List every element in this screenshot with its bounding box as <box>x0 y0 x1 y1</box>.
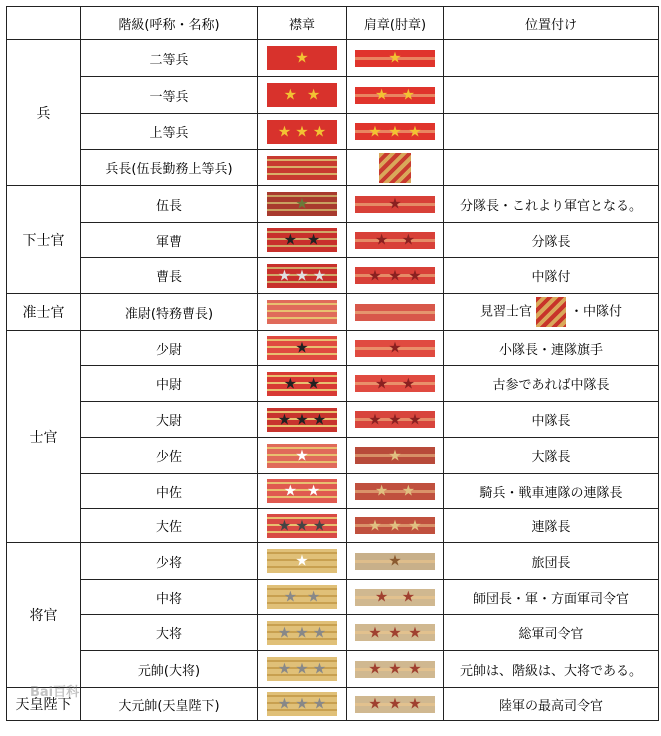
table-row <box>7 615 659 651</box>
collar-insignia-3 <box>267 156 337 180</box>
star-icon: ★ <box>295 410 309 428</box>
category-emperor: 天皇陛下 <box>7 688 81 721</box>
shoulder-cell <box>347 294 444 331</box>
star-icon: ★ <box>295 338 309 357</box>
table-row <box>7 150 659 186</box>
role-cell: 陸軍の最高司令官 <box>444 688 659 721</box>
star-icon: ★ <box>368 659 382 678</box>
rank-name: 中将 <box>81 580 258 615</box>
header-rank: 階級(呼称・名称) <box>81 7 258 40</box>
shoulder-cell <box>347 543 444 580</box>
table-row <box>7 438 659 474</box>
table-row <box>7 509 659 543</box>
collar-cell <box>258 580 347 615</box>
star-icon: ★ <box>408 410 422 428</box>
shoulder-cell <box>347 688 444 721</box>
star-icon: ★ <box>283 374 298 392</box>
role-cell: 中隊長 <box>444 402 659 438</box>
star-icon: ★ <box>306 587 321 606</box>
role-cell: 古参であれば中隊長 <box>444 366 659 402</box>
star-icon: ★ <box>295 446 309 464</box>
star-icon: ★ <box>277 659 292 678</box>
shoulder-cell <box>347 186 444 223</box>
collar-insignia-13 <box>267 514 337 538</box>
table-row <box>7 366 659 402</box>
shoulder-cell <box>347 258 444 294</box>
collar-cell <box>258 186 347 223</box>
collar-insignia-16 <box>267 621 337 645</box>
star-icon: ★ <box>401 374 416 392</box>
collar-insignia-10 <box>267 408 337 432</box>
star-icon: ★ <box>283 85 298 104</box>
rank-name: 少佐 <box>81 438 258 474</box>
role-cell: 師団長・軍・方面軍司令官 <box>444 580 659 615</box>
star-icon: ★ <box>295 659 309 678</box>
star-icon: ★ <box>277 266 292 284</box>
table-row <box>7 688 659 721</box>
role-cell <box>444 114 659 150</box>
star-icon: ★ <box>388 194 402 213</box>
star-icon: ★ <box>388 410 402 428</box>
star-icon: ★ <box>283 230 298 249</box>
rank-name: 上等兵 <box>81 114 258 150</box>
rank-name: 大尉 <box>81 402 258 438</box>
collar-insignia-18 <box>267 692 337 716</box>
star-icon: ★ <box>408 122 422 140</box>
shoulder-cell <box>347 438 444 474</box>
star-icon: ★ <box>312 266 327 284</box>
star-icon: ★ <box>388 551 402 570</box>
rank-name: 兵長(伍長勤務上等兵) <box>81 150 258 186</box>
collar-cell <box>258 40 347 77</box>
shoulder-cell <box>347 114 444 150</box>
collar-insignia-7 <box>267 300 337 324</box>
shoulder-insignia-14 <box>355 553 435 570</box>
role-cell: 元帥は、階級は、大将である。 <box>444 651 659 688</box>
rank-insignia-table <box>6 6 659 721</box>
collar-insignia-2 <box>267 120 337 144</box>
role-text: ・中隊付 <box>570 304 623 320</box>
star-icon: ★ <box>312 410 327 428</box>
shoulder-cell <box>347 366 444 402</box>
table-row <box>7 580 659 615</box>
star-icon: ★ <box>401 481 416 500</box>
role-cell <box>444 77 659 114</box>
star-icon: ★ <box>277 516 292 534</box>
star-icon: ★ <box>306 481 321 500</box>
table-row <box>7 114 659 150</box>
star-icon: ★ <box>374 85 389 104</box>
rank-name: 大元帥(天皇陛下) <box>81 688 258 721</box>
star-icon: ★ <box>374 374 389 392</box>
star-icon: ★ <box>401 587 416 606</box>
shoulder-cell <box>347 651 444 688</box>
rank-name: 伍長 <box>81 186 258 223</box>
collar-cell <box>258 651 347 688</box>
shoulder-insignia-10 <box>355 411 435 428</box>
star-icon: ★ <box>277 122 292 140</box>
shoulder-insignia-17 <box>355 661 435 678</box>
star-icon: ★ <box>295 694 309 713</box>
table-row <box>7 474 659 509</box>
shoulder-insignia-0 <box>355 50 435 67</box>
table-row <box>7 258 659 294</box>
star-icon: ★ <box>408 516 422 534</box>
collar-insignia-8 <box>267 336 337 360</box>
role-prefix: 見習士官 <box>479 304 532 320</box>
collar-insignia-4 <box>267 192 337 216</box>
collar-insignia-14 <box>267 549 337 573</box>
star-icon: ★ <box>283 481 298 500</box>
star-icon: ★ <box>295 516 309 534</box>
rank-name: 元帥(大将) <box>81 651 258 688</box>
star-icon: ★ <box>295 551 309 570</box>
collar-cell <box>258 688 347 721</box>
category-enlisted: 兵 <box>7 40 81 186</box>
star-icon: ★ <box>312 623 327 641</box>
star-icon: ★ <box>401 230 416 249</box>
shoulder-cell <box>347 150 444 186</box>
collar-insignia-9 <box>267 372 337 396</box>
shoulder-cell <box>347 77 444 114</box>
shoulder-cell <box>347 615 444 651</box>
category-nco: 下士官 <box>7 186 81 294</box>
star-icon: ★ <box>388 446 402 464</box>
category-general: 将官 <box>7 543 81 688</box>
role-cell: 総軍司令官 <box>444 615 659 651</box>
star-icon: ★ <box>283 587 298 606</box>
rank-name: 軍曹 <box>81 223 258 258</box>
collar-cell <box>258 543 347 580</box>
rank-name: 曹長 <box>81 258 258 294</box>
rank-name: 少将 <box>81 543 258 580</box>
role-cell: 大隊長 <box>444 438 659 474</box>
star-icon: ★ <box>295 266 309 284</box>
shoulder-cell <box>347 223 444 258</box>
collar-cell <box>258 294 347 331</box>
header-shoulder: 肩章(肘章) <box>347 7 444 40</box>
star-icon: ★ <box>306 85 321 104</box>
rank-name: 中尉 <box>81 366 258 402</box>
shoulder-insignia-12 <box>355 483 435 500</box>
star-icon: ★ <box>306 374 321 392</box>
star-icon: ★ <box>312 516 327 534</box>
collar-cell <box>258 331 347 366</box>
header-blank <box>7 7 81 40</box>
rank-name: 二等兵 <box>81 40 258 77</box>
star-icon: ★ <box>312 694 327 713</box>
role-cell <box>444 40 659 77</box>
star-icon: ★ <box>368 266 382 284</box>
rank-name: 一等兵 <box>81 77 258 114</box>
collar-cell <box>258 438 347 474</box>
role-cell: 騎兵・戦車連隊の連隊長 <box>444 474 659 509</box>
shoulder-insignia-8 <box>355 340 435 357</box>
table-row <box>7 294 659 331</box>
role-cell: 中隊付 <box>444 258 659 294</box>
role-cell <box>444 150 659 186</box>
star-icon: ★ <box>295 122 309 140</box>
rank-name: 中佐 <box>81 474 258 509</box>
collar-cell <box>258 114 347 150</box>
star-icon: ★ <box>374 481 389 500</box>
collar-cell <box>258 258 347 294</box>
header-role: 位置付け <box>444 7 659 40</box>
star-icon: ★ <box>388 659 402 678</box>
collar-insignia-5 <box>267 228 337 252</box>
shoulder-insignia-4 <box>355 196 435 213</box>
star-icon: ★ <box>312 122 327 140</box>
star-icon: ★ <box>388 623 402 641</box>
table-row <box>7 77 659 114</box>
collar-cell <box>258 509 347 543</box>
collar-insignia-17 <box>267 657 337 681</box>
role-cell: 旅団長 <box>444 543 659 580</box>
sleeve-chevron-icon <box>379 153 411 183</box>
star-icon: ★ <box>295 194 309 213</box>
shoulder-cell <box>347 40 444 77</box>
star-icon: ★ <box>368 122 382 140</box>
star-icon: ★ <box>401 85 416 104</box>
star-icon: ★ <box>277 623 292 641</box>
star-icon: ★ <box>312 659 327 678</box>
shoulder-insignia-11 <box>355 447 435 464</box>
star-icon: ★ <box>368 623 382 641</box>
star-icon: ★ <box>408 623 422 641</box>
role-cell: 小隊長・連隊旗手 <box>444 331 659 366</box>
collar-insignia-0 <box>267 46 337 70</box>
header-collar: 襟章 <box>258 7 347 40</box>
star-icon: ★ <box>295 623 309 641</box>
collar-insignia-12 <box>267 479 337 503</box>
shoulder-insignia-13 <box>355 517 435 534</box>
star-icon: ★ <box>368 694 382 713</box>
table-row <box>7 651 659 688</box>
star-icon: ★ <box>368 410 382 428</box>
rank-name: 大佐 <box>81 509 258 543</box>
rank-name: 少尉 <box>81 331 258 366</box>
shoulder-cell <box>347 402 444 438</box>
table-row <box>7 186 659 223</box>
shoulder-insignia-7 <box>355 304 435 321</box>
star-icon: ★ <box>408 266 422 284</box>
shoulder-insignia-18 <box>355 696 435 713</box>
star-icon: ★ <box>408 694 422 713</box>
star-icon: ★ <box>277 410 292 428</box>
shoulder-insignia-2 <box>355 123 435 140</box>
shoulder-insignia-1 <box>355 87 435 104</box>
shoulder-insignia-15 <box>355 589 435 606</box>
category-warrant: 准士官 <box>7 294 81 331</box>
shoulder-cell <box>347 509 444 543</box>
table-row <box>7 223 659 258</box>
shoulder-cell <box>347 580 444 615</box>
star-icon: ★ <box>388 694 402 713</box>
header-row <box>7 7 659 40</box>
star-icon: ★ <box>368 516 382 534</box>
shoulder-cell <box>347 331 444 366</box>
star-icon: ★ <box>277 694 292 713</box>
role-cell: 連隊長 <box>444 509 659 543</box>
star-icon: ★ <box>388 266 402 284</box>
table-row <box>7 331 659 366</box>
star-icon: ★ <box>388 122 402 140</box>
role-cell: 分隊長・これより軍官となる。 <box>444 186 659 223</box>
collar-cell <box>258 150 347 186</box>
table-row <box>7 40 659 77</box>
role-cell: 分隊長 <box>444 223 659 258</box>
collar-cell <box>258 366 347 402</box>
cadet-chevron-icon <box>536 297 566 327</box>
star-icon: ★ <box>388 48 402 67</box>
collar-cell <box>258 402 347 438</box>
star-icon: ★ <box>306 230 321 249</box>
star-icon: ★ <box>374 230 389 249</box>
table-row <box>7 543 659 580</box>
collar-insignia-15 <box>267 585 337 609</box>
collar-cell <box>258 223 347 258</box>
star-icon: ★ <box>388 516 402 534</box>
star-icon: ★ <box>374 587 389 606</box>
star-icon: ★ <box>295 48 309 67</box>
shoulder-insignia-6 <box>355 267 435 284</box>
collar-insignia-6 <box>267 264 337 288</box>
collar-cell <box>258 77 347 114</box>
rank-name: 准尉(特務曹長) <box>81 294 258 331</box>
collar-cell <box>258 615 347 651</box>
collar-insignia-1 <box>267 83 337 107</box>
shoulder-insignia-9 <box>355 375 435 392</box>
role-cell <box>444 294 659 331</box>
star-icon: ★ <box>388 338 402 357</box>
collar-cell <box>258 474 347 509</box>
rank-name: 大将 <box>81 615 258 651</box>
watermark: Bai百科 <box>30 685 80 700</box>
collar-insignia-11 <box>267 444 337 468</box>
star-icon: ★ <box>408 659 422 678</box>
shoulder-cell <box>347 474 444 509</box>
category-officer: 士官 <box>7 331 81 543</box>
shoulder-insignia-5 <box>355 232 435 249</box>
table-row <box>7 402 659 438</box>
shoulder-insignia-16 <box>355 624 435 641</box>
